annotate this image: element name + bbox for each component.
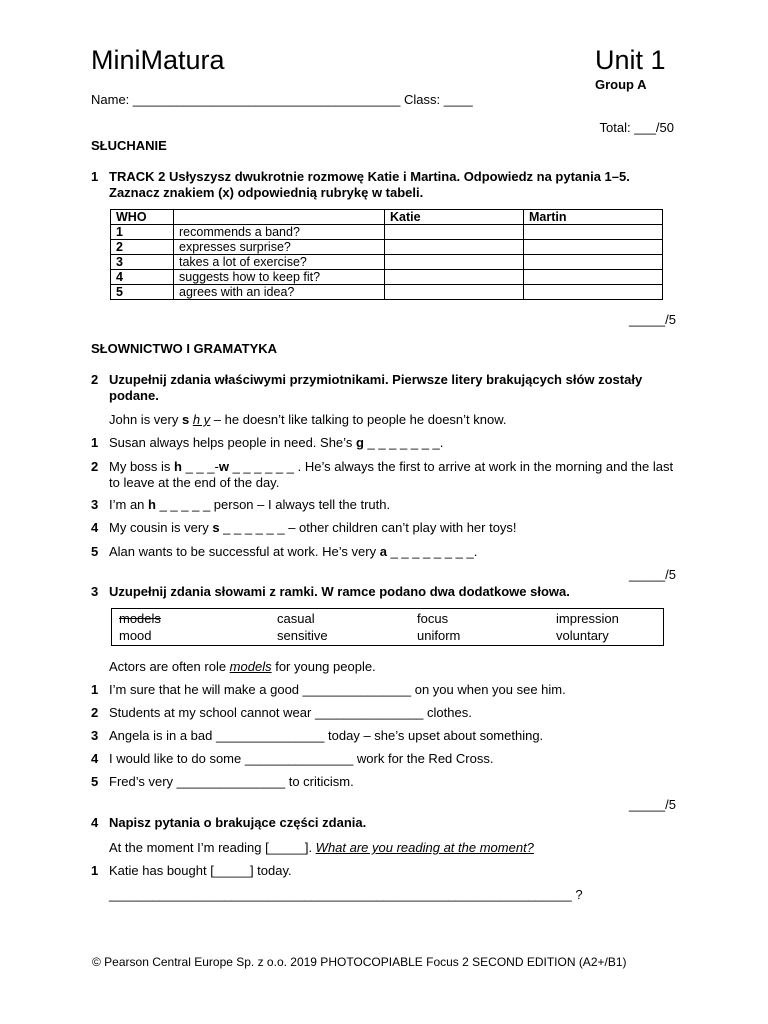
item-number: 1 — [91, 435, 99, 450]
martin-answer-cell[interactable] — [524, 240, 663, 255]
table-header-martin: Martin — [524, 210, 663, 225]
task-number: 2 — [91, 372, 99, 387]
item-number: 2 — [91, 459, 99, 474]
total-score: Total: ___/50 — [599, 120, 674, 135]
list-item[interactable]: My cousin is very s _ _ _ _ _ _ – other children can’t play with her toys! — [109, 520, 517, 535]
row-number: 3 — [111, 255, 174, 270]
example-sentence: At the moment I’m reading [_____]. What are you reading at the moment? — [109, 840, 534, 855]
task-instruction: TRACK 2 Usłyszysz dwukrotnie rozmowę Katie i Martina. Odpowiedz na pytania 1–5. Zaznacz znakiem (x) odpowiednią rubrykę w tabeli. — [109, 169, 630, 201]
table-header-katie: Katie — [385, 210, 524, 225]
list-item[interactable]: Fred’s very _______________ to criticism. — [109, 774, 354, 789]
name-class-line[interactable]: Name: _____________________________________ Class: ____ — [91, 92, 473, 107]
answer-table — [110, 209, 663, 300]
katie-answer-cell[interactable] — [385, 285, 524, 300]
row-number: 1 — [111, 225, 174, 240]
katie-answer-cell[interactable] — [385, 255, 524, 270]
example-answer: h y — [192, 412, 211, 427]
row-question: expresses surprise? — [174, 240, 385, 255]
word-box-item: uniform — [417, 628, 461, 643]
katie-answer-cell[interactable] — [385, 240, 524, 255]
task-number: 4 — [91, 815, 99, 830]
word-box-item: models — [119, 611, 161, 626]
table-row — [111, 240, 663, 255]
page-title: MiniMatura — [91, 45, 225, 75]
word-box-item: mood — [119, 628, 152, 643]
item-number: 1 — [91, 863, 99, 878]
footer-copyright: © Pearson Central Europe Sp. z o.o. 2019 PHOTOCOPIABLE Focus 2 SECOND EDITION (A2+/B1) — [92, 955, 627, 969]
item-number: 4 — [91, 751, 99, 766]
example-answer: What are you reading at the moment? — [315, 840, 534, 855]
word-box-item: voluntary — [556, 628, 609, 643]
row-number: 2 — [111, 240, 174, 255]
item-number: 1 — [91, 682, 99, 697]
item-number: 4 — [91, 520, 99, 535]
row-question: suggests how to keep fit? — [174, 270, 385, 285]
list-item: Katie has bought [_____] today. — [109, 863, 292, 878]
section-heading-slownictwo: SŁOWNICTWO I GRAMATYKA — [91, 341, 278, 356]
list-item[interactable]: I’m sure that he will make a good _______________ on you when you see him. — [109, 682, 566, 697]
martin-answer-cell[interactable] — [524, 225, 663, 240]
row-question: agrees with an idea? — [174, 285, 385, 300]
task-instruction: Napisz pytania o brakujące części zdania. — [109, 815, 367, 830]
list-item[interactable]: I would like to do some _______________ work for the Red Cross. — [109, 751, 494, 766]
item-number: 3 — [91, 497, 99, 512]
section-heading-sluchanie: SŁUCHANIE — [91, 138, 167, 153]
task-instruction: Uzupełnij zdania słowami z ramki. W ramce podano dwa dodatkowe słowa. — [109, 584, 570, 599]
table-header-row — [111, 210, 663, 225]
example-sentence: Actors are often role models for young people. — [109, 659, 376, 674]
row-number: 4 — [111, 270, 174, 285]
word-box-item: casual — [277, 611, 315, 626]
item-number: 2 — [91, 705, 99, 720]
katie-answer-cell[interactable] — [385, 270, 524, 285]
item-number: 3 — [91, 728, 99, 743]
group-label: Group A — [595, 77, 647, 92]
task-number: 1 — [91, 169, 99, 184]
row-number: 5 — [111, 285, 174, 300]
unit-label: Unit 1 — [595, 45, 666, 75]
list-item[interactable]: I’m an h _ _ _ _ _ person – I always tell the truth. — [109, 497, 391, 512]
katie-answer-cell[interactable] — [385, 225, 524, 240]
task-score: _____/5 — [629, 567, 676, 582]
table-header-blank — [174, 210, 385, 225]
martin-answer-cell[interactable] — [524, 270, 663, 285]
martin-answer-cell[interactable] — [524, 285, 663, 300]
list-item[interactable]: Alan wants to be successful at work. He’s very a _ _ _ _ _ _ _ _. — [109, 544, 478, 559]
table-row — [111, 225, 663, 240]
word-box-item: impression — [556, 611, 619, 626]
row-question: takes a lot of exercise? — [174, 255, 385, 270]
task-number: 3 — [91, 584, 99, 599]
task-instruction: Uzupełnij zdania właściwymi przymiotnikami. Pierwsze litery brakujących słów zostały podane. — [109, 372, 643, 404]
table-row — [111, 270, 663, 285]
task-score: _____/5 — [629, 797, 676, 812]
list-item[interactable]: My boss is h _ _ _-w _ _ _ _ _ _ . He’s always the first to arrive at work in the morning and the last to leave at the end of the day. — [109, 459, 674, 491]
list-item[interactable]: Susan always helps people in need. She’s g _ _ _ _ _ _ _. — [109, 435, 444, 450]
section-score: _____/5 — [629, 312, 676, 327]
list-item[interactable]: Students at my school cannot wear _______________ clothes. — [109, 705, 472, 720]
word-box-item: focus — [417, 611, 449, 626]
martin-answer-cell[interactable] — [524, 255, 663, 270]
table-row — [111, 255, 663, 270]
answer-line[interactable]: ________________________________________________________________ ? — [109, 887, 583, 902]
row-question: recommends a band? — [174, 225, 385, 240]
item-number: 5 — [91, 774, 99, 789]
example-sentence: John is very s h y – he doesn’t like talking to people he doesn’t know. — [109, 412, 507, 427]
example-answer: models — [229, 659, 272, 674]
word-box-item: sensitive — [277, 628, 328, 643]
list-item[interactable]: Angela is in a bad _______________ today – she’s upset about something. — [109, 728, 544, 743]
table-header-who: WHO — [111, 210, 174, 225]
item-number: 5 — [91, 544, 99, 559]
word-box — [111, 608, 664, 646]
table-row — [111, 285, 663, 300]
